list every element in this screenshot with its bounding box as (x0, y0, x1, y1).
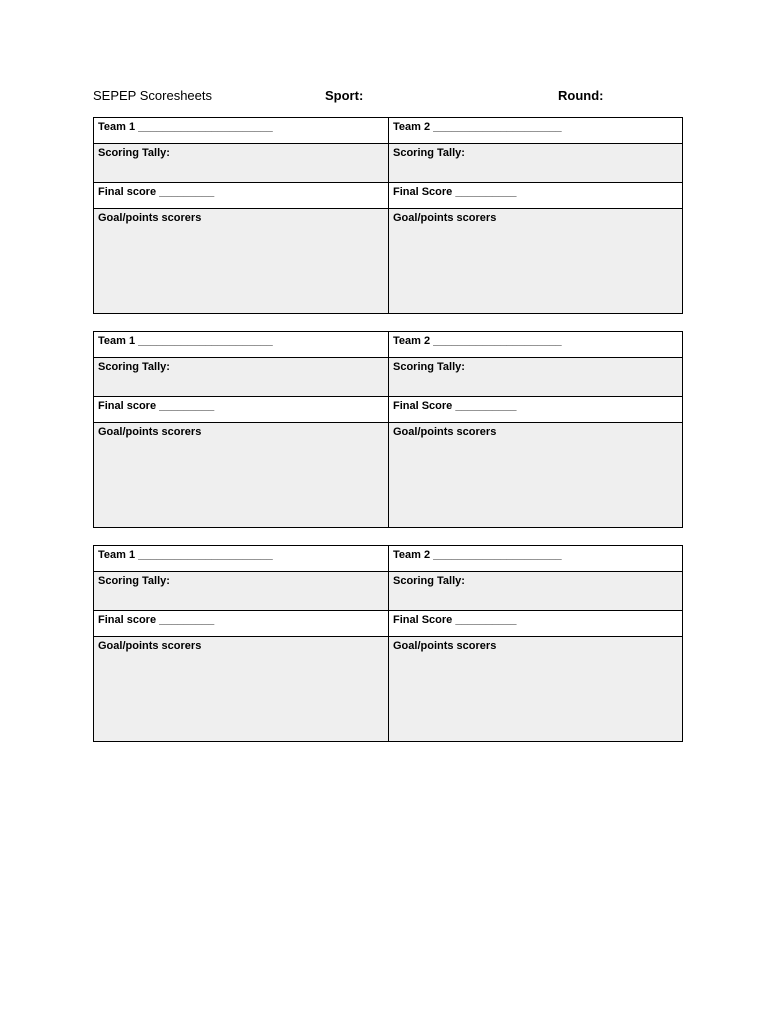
team-2-field[interactable]: Team 2 _____________________ (388, 546, 682, 571)
team-1-scoring-tally[interactable]: Scoring Tally: (94, 144, 388, 182)
team-2-final-score[interactable]: Final Score __________ (388, 397, 682, 422)
team-1-field[interactable]: Team 1 ______________________ (98, 549, 273, 561)
team-2-final-score[interactable]: Final Score __________ (388, 183, 682, 208)
team-2-goal-scorers[interactable]: Goal/points scorers (388, 423, 682, 527)
team-row (94, 118, 682, 144)
scorers-row (94, 423, 682, 527)
team-2-goal-scorers[interactable]: Goal/points scorers (388, 209, 682, 313)
final-score-row (94, 183, 682, 209)
page-title: SEPEP Scoresheets (93, 88, 212, 103)
team-1-field[interactable]: Team 1 ______________________ (98, 335, 273, 347)
team-1-final-score[interactable]: Final score _________ (98, 186, 215, 198)
sport-label: Sport: (325, 88, 364, 103)
team-2-goal-scorers[interactable]: Goal/points scorers (388, 637, 682, 741)
team-2-scoring-tally[interactable]: Scoring Tally: (388, 144, 682, 182)
scoring-tally-row (94, 358, 682, 397)
team-1-final-score[interactable]: Final score _________ (98, 614, 215, 626)
team-1-scoring-tally[interactable]: Scoring Tally: (94, 358, 388, 396)
scorers-row (94, 209, 682, 313)
scoresheet (93, 545, 683, 742)
page-header (93, 88, 683, 106)
scoring-tally-row (94, 144, 682, 183)
team-2-scoring-tally[interactable]: Scoring Tally: (388, 358, 682, 396)
team-1-goal-scorers[interactable]: Goal/points scorers (94, 637, 388, 741)
round-label: Round: (558, 88, 604, 103)
team-1-goal-scorers[interactable]: Goal/points scorers (94, 209, 388, 313)
team-2-scoring-tally[interactable]: Scoring Tally: (388, 572, 682, 610)
scoresheet (93, 117, 683, 314)
team-1-final-score[interactable]: Final score _________ (98, 400, 215, 412)
team-row (94, 332, 682, 358)
final-score-row (94, 397, 682, 423)
team-2-final-score[interactable]: Final Score __________ (388, 611, 682, 636)
final-score-row (94, 611, 682, 637)
scoring-tally-row (94, 572, 682, 611)
team-1-scoring-tally[interactable]: Scoring Tally: (94, 572, 388, 610)
scorers-row (94, 637, 682, 741)
team-1-goal-scorers[interactable]: Goal/points scorers (94, 423, 388, 527)
team-row (94, 546, 682, 572)
team-2-field[interactable]: Team 2 _____________________ (388, 118, 682, 143)
scoresheet (93, 331, 683, 528)
team-2-field[interactable]: Team 2 _____________________ (388, 332, 682, 357)
team-1-field[interactable]: Team 1 ______________________ (98, 121, 273, 133)
